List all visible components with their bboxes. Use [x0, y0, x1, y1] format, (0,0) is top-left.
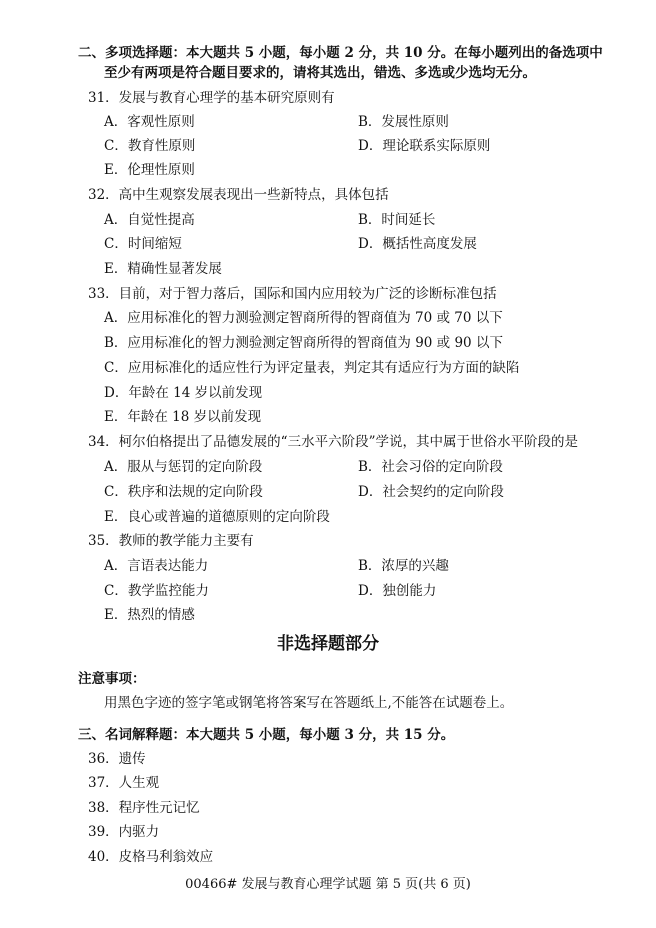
section3-item-40: 40．皮格马利翁效应	[88, 849, 214, 865]
question-33-option-c: C．应用标准化的适应性行为评定量表，判定其有适应行为方面的缺陷	[104, 360, 520, 376]
question-32-stem: 32．高中生观察发展表现出一些新特点，具体包括	[88, 187, 389, 203]
question-32-option-c: C．时间缩短	[104, 236, 182, 252]
question-34-option-e: E．良心或普遍的道德原则的定向阶段	[104, 509, 330, 525]
notice-title: 注意事项：	[78, 671, 146, 687]
page-footer: 00466# 发展与教育心理学试题 第 5 页(共 6 页)	[185, 877, 471, 892]
question-32-option-d: D．概括性高度发展	[358, 236, 477, 252]
question-33-option-a: A．应用标准化的智力测验测定智商所得的智商值为 70 或 70 以下	[104, 310, 503, 326]
question-32-option-e: E．精确性显著发展	[104, 261, 222, 277]
question-35-stem: 35．教师的教学能力主要有	[88, 533, 254, 549]
question-35-option-d: D．独创能力	[358, 583, 437, 599]
notice-text: 用黑色字迹的签字笔或钢笔将答案写在答题纸上,不能答在试题卷上。	[104, 695, 514, 711]
question-35-option-c: C．教学监控能力	[104, 583, 209, 599]
question-34-stem: 34．柯尔伯格提出了品德发展的“三水平六阶段”学说，其中属于世俗水平阶段的是	[88, 434, 578, 450]
question-33-option-b: B．应用标准化的智力测验测定智商所得的智商值为 90 或 90 以下	[104, 335, 503, 351]
section3-item-38: 38．程序性元记忆	[88, 800, 200, 816]
question-31-option-b: B．发展性原则	[358, 114, 449, 130]
question-31-option-a: A．客观性原则	[104, 114, 195, 130]
question-34-option-c: C．秩序和法规的定向阶段	[104, 484, 263, 500]
section3-item-36: 36．遗传	[88, 751, 146, 767]
question-31-option-c: C．教育性原则	[104, 138, 196, 154]
question-35-option-a: A．言语表达能力	[104, 558, 209, 574]
question-33-option-e: E．年龄在 18 岁以前发现	[104, 409, 262, 425]
question-31-option-d: D．理论联系实际原则	[358, 138, 491, 154]
section3-item-39: 39．内驱力	[88, 824, 160, 840]
question-32-option-b: B．时间延长	[358, 212, 436, 228]
part-title: 非选择题部分	[277, 634, 379, 654]
question-34-option-a: A．服从与惩罚的定向阶段	[104, 459, 263, 475]
question-34-option-b: B．社会习俗的定向阶段	[358, 459, 503, 475]
question-33-stem: 33．目前，对于智力落后，国际和国内应用较为广泛的诊断标准包括	[88, 286, 497, 302]
question-31-stem: 31．发展与教育心理学的基本研究原则有	[88, 90, 335, 106]
section2-title-line2: 至少有两项是符合题目要求的，请将其选出，错选、多选或少选均无分。	[104, 65, 536, 81]
question-35-option-b: B．浓厚的兴趣	[358, 558, 449, 574]
question-31-option-e: E．伦理性原则	[104, 162, 195, 178]
section3-item-37: 37．人生观	[88, 775, 160, 791]
section3-title: 三、名词解释题：本大题共 5 小题，每小题 3 分，共 15 分。	[78, 727, 455, 743]
question-32-option-a: A．自觉性提高	[104, 212, 195, 228]
question-35-option-e: E．热烈的情感	[104, 607, 195, 623]
question-34-option-d: D．社会契约的定向阶段	[358, 484, 504, 500]
section2-title-line1: 二、多项选择题：本大题共 5 小题，每小题 2 分，共 10 分。在每小题列出的备选项中	[78, 45, 603, 61]
question-33-option-d: D．年龄在 14 岁以前发现	[104, 385, 263, 401]
